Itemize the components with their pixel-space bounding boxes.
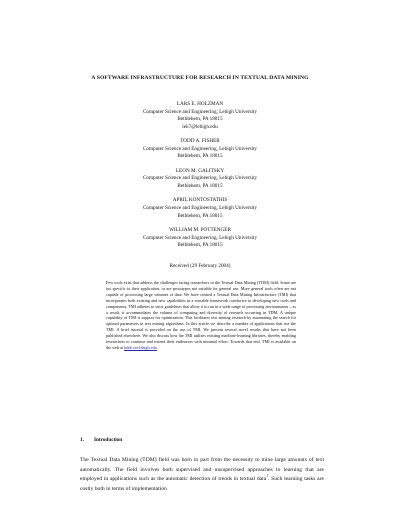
abstract-text: Few tools exist that address the challenges facing researchers in the Textual Data Mining (TDM) field. Some are too specific to their application, or are prototypes not suitable for general use. More general tools often are not capable of processing large volumes of data. We have created a Textual Data Mining Infrastructure (TMI) that incorporates both existing and new capabilities in a reusable framework conducive to developing new tools and components. TMI adheres to strict guidelines that allow it to run in a wide range of processing environments – as a result, it accommodates the volume of computing and diversity of research occurring in TDM. A unique capability of TMI is support for optimization. This facilitates text mining research by automating the search for optimal parameters in text mining algorithms. In this article we describe a number of applications that use the TMI. A brief tutorial is provided on the use of TMI. We present several novel results that have not been published elsewhere. We also discuss how the TMI utilizes existing machine-learning libraries, thereby enabling researchers to continue and extend their endeavors with minimal effort. Towards that end, TMI is available on the web at xyxy=(106,280,296,350)
author-block xyxy=(90,197,310,220)
author-block xyxy=(90,101,310,131)
intro-paragraph xyxy=(80,456,324,494)
author-name: TODD A. FISHER xyxy=(180,138,220,145)
author-address: Bethlehem, PA 18015 xyxy=(177,153,223,160)
author-name: WILLIAM M. POTTENGER xyxy=(169,226,231,233)
footnote-ref: 1 xyxy=(266,474,268,479)
author-address: Bethlehem, PA 18015 xyxy=(177,212,223,219)
intro-text: The Textual Data Mining (TDM) field was born in part from the necessity to mine large amounts of text automatically. The field involves both supervised and unsupervised approaches to learning that are employed in applications such as the automatic detection of trends in textual data xyxy=(80,457,324,483)
author-affiliation: Computer Science and Engineering, Lehigh University xyxy=(142,175,258,182)
paper-title: A SOFTWARE INFRASTRUCTURE FOR RESEARCH IN TEXTUAL DATA MINING xyxy=(91,75,309,81)
author-address: Bethlehem, PA 18015 xyxy=(177,116,223,123)
intro-tail: . Such learning tasks are costly both in terms of implementation xyxy=(80,476,324,492)
author-name: LEON M. GALITSKY xyxy=(175,167,225,174)
author-block xyxy=(90,168,310,191)
author-affiliation: Computer Science and Engineering, Lehigh University xyxy=(142,145,258,152)
received-date: Received (29 February 2004) xyxy=(169,263,231,269)
section-title: Introduction xyxy=(94,437,123,443)
author-block xyxy=(90,138,310,161)
author-name: LARS E. HOLZMAN xyxy=(176,101,224,107)
author-list xyxy=(90,101,310,256)
author-block xyxy=(90,227,310,250)
author-affiliation: Computer Science and Engineering, Lehigh University xyxy=(142,108,258,115)
author-address: Bethlehem, PA 18015 xyxy=(177,182,223,189)
author-address: Bethlehem, PA 18015 xyxy=(177,242,223,249)
author-email: leh7@lehigh.edu xyxy=(182,123,218,130)
author-affiliation: Computer Science and Engineering, Lehigh University xyxy=(142,234,258,241)
section-heading xyxy=(80,437,330,444)
section-number: 1. xyxy=(80,437,84,443)
author-affiliation: Computer Science and Engineering, Lehigh University xyxy=(142,204,258,211)
abstract-end: . xyxy=(156,344,158,350)
abstract-link[interactable]: hddi.cse.lehigh.edu xyxy=(124,344,157,350)
abstract xyxy=(106,280,296,351)
author-name: APRIL KONTOSTATHIS xyxy=(172,197,228,204)
